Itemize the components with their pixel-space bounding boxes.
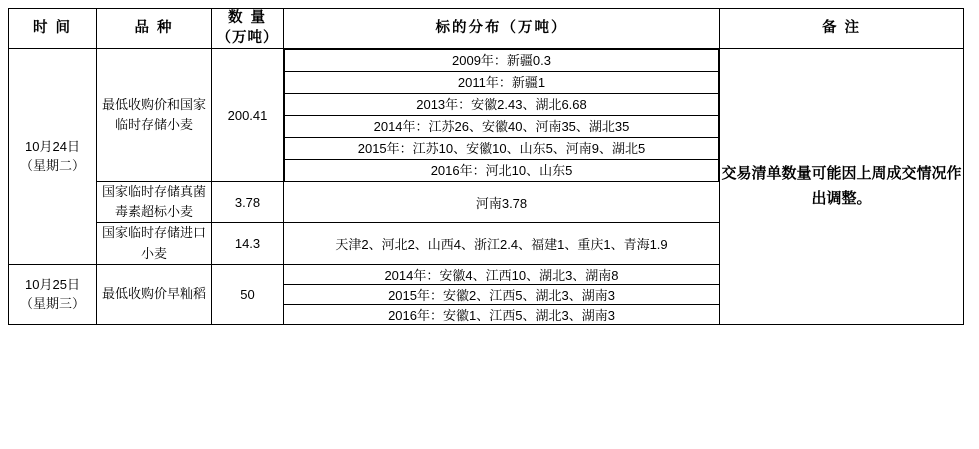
date-line-2: （星期三） (19, 296, 85, 312)
distribution-cell: 河南3.78 (284, 182, 720, 223)
distribution-list (284, 49, 719, 181)
header-time: 时 间 (9, 9, 97, 49)
quantity-cell: 50 (212, 264, 284, 324)
distribution-cell: 2016年：安徽1、江西5、湖北3、湖南3 (284, 304, 720, 324)
quantity-cell: 14.3 (212, 223, 284, 264)
date-cell-1024 (9, 49, 97, 265)
date-cell-1025 (9, 264, 97, 324)
header-variety: 品 种 (97, 9, 212, 49)
note-cell: 交易清单数量可能因上周成交情况作出调整。 (720, 49, 964, 325)
header-distribution: 标的分布（万吨） (284, 9, 720, 49)
variety-cell: 最低收购价和国家临时存储小麦 (97, 49, 212, 182)
distribution-item: 2016年：河北10、山东5 (285, 160, 719, 182)
date-line-1: 10月24日 (25, 138, 80, 154)
quantity-cell: 200.41 (212, 49, 284, 182)
document-sheet (0, 8, 979, 449)
variety-cell: 最低收购价早籼稻 (97, 264, 212, 324)
auction-schedule-table (8, 8, 964, 325)
distribution-cell (284, 49, 720, 182)
distribution-item: 2015年：江苏10、安徽10、山东5、河南9、湖北5 (285, 138, 719, 160)
table-row (9, 49, 964, 182)
table-header-row (9, 9, 964, 49)
distribution-item: 2009年：新疆0.3 (285, 50, 719, 72)
distribution-item: 2014年：江苏26、安徽40、河南35、湖北35 (285, 116, 719, 138)
variety-cell: 国家临时存储真菌毒素超标小麦 (97, 182, 212, 223)
date-line-1: 10月25日 (25, 276, 80, 292)
header-quantity (212, 9, 284, 49)
header-quantity-unit: （万吨） (216, 29, 279, 46)
quantity-cell: 3.78 (212, 182, 284, 223)
distribution-cell: 2014年：安徽4、江西10、湖北3、湖南8 (284, 264, 720, 284)
header-quantity-main: 数 量 (227, 10, 268, 26)
variety-cell: 国家临时存储进口小麦 (97, 223, 212, 264)
distribution-item: 2011年：新疆1 (285, 72, 719, 94)
header-note: 备 注 (720, 9, 964, 49)
distribution-cell: 天津2、河北2、山西4、浙江2.4、福建1、重庆1、青海1.9 (284, 223, 720, 264)
distribution-item: 2013年：安徽2.43、湖北6.68 (285, 94, 719, 116)
date-line-2: （星期二） (19, 158, 85, 174)
distribution-cell: 2015年：安徽2、江西5、湖北3、湖南3 (284, 284, 720, 304)
